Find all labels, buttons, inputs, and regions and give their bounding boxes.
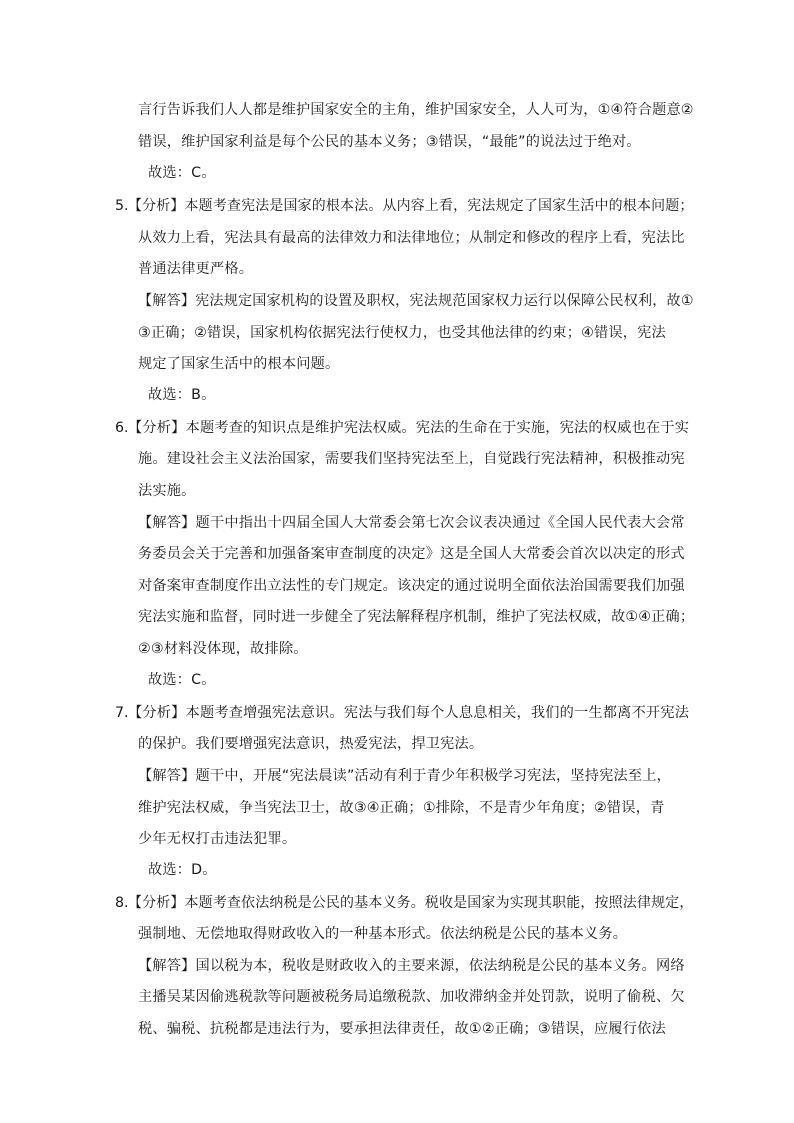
text-line: 错误，维护国家利益是每个公民的基本义务；③错误，“最能”的说法过于绝对。 — [138, 134, 641, 150]
text-line: 从效力上看，宪法具有最高的法律效力和法律地位；从制定和修改的程序上看，宪法比 — [138, 230, 685, 246]
question-number: 8. — [115, 895, 129, 911]
text-line: 【分析】本题考查宪法是国家的根本法。从内容上看，宪法规定了国家生活中的根本问题； — [128, 198, 694, 214]
text-line: 主播吴某因偷逃税款等问题被税务局追缴税款、加收滞纳金并处罚款，说明了偷税、欠 — [138, 989, 685, 1005]
text-line: 故选：D。 — [148, 862, 217, 878]
text-line: 故选：C。 — [148, 672, 216, 688]
question-number: 7. — [115, 705, 129, 721]
question-number: 5. — [115, 198, 129, 214]
text-line: 的保护。我们要增强宪法意识，热爱宪法，捍卫宪法。 — [138, 736, 484, 752]
text-line: 税、骗税、抗税都是违法行为，要承担法律责任，故①②正确；③错误，应履行依法 — [138, 1021, 666, 1037]
text-line: 施。建设社会主义法治国家，需要我们坚持宪法至上，自觉践行宪法精神，积极推动宪 — [138, 451, 685, 467]
text-line: 【分析】本题考查增强宪法意识。宪法与我们每个人息息相关，我们的一生都离不开宪法 — [128, 705, 690, 721]
text-line: 【解答】题干中指出十四届全国人大常委会第七次会议表决通过《全国人民代表大会常 — [138, 515, 685, 531]
text-line: 【解答】宪法规定国家机构的设置及职权，宪法规范国家权力运行以保障公民权利，故① — [138, 293, 694, 309]
text-line: 法实施。 — [138, 483, 196, 499]
text-line: 普通法律更严格。 — [138, 261, 254, 277]
text-line: 【分析】本题考查依法纳税是公民的基本义务。税收是国家为实现其职能，按照法律规定， — [128, 895, 694, 911]
text-line: 强制地、无偿地取得财政收入的一种基本形式。依法纳税是公民的基本义务。 — [138, 926, 628, 942]
text-line: 【解答】国以税为本，税收是财政收入的主要来源，依法纳税是公民的基本义务。网络 — [138, 958, 685, 974]
text-line: 言行告诉我们人人都是维护国家安全的主角，维护国家安全，人人可为，①④符合题意② — [138, 102, 694, 118]
text-line: 务委员会关于完善和加强备案审查制度的决定》这是全国人大常委会首次以决定的形式 — [138, 546, 685, 562]
question-number: 6. — [115, 420, 129, 436]
text-line: 对备案审查制度作出立法性的专门规定。该决定的通过说明全面依法治国需要我们加强 — [138, 578, 685, 594]
text-line: 少年无权打击违法犯罪。 — [138, 831, 297, 847]
text-line: 维护宪法权威，争当宪法卫士，故③④正确；①排除，不是青少年角度；②错误，青 — [138, 800, 665, 816]
text-line: 故选：B。 — [148, 387, 216, 403]
text-line: 规定了国家生活中的根本问题。 — [138, 356, 340, 372]
text-line: 故选：C。 — [148, 165, 216, 181]
text-line: ②③材料没体现，故排除。 — [138, 641, 308, 657]
text-line: 【解答】题干中，开展“宪法晨读”活动有利于青少年积极学习宪法，坚持宪法至上， — [138, 768, 672, 784]
text-line: 【分析】本题考查的知识点是维护宪法权威。宪法的生命在于实施，宪法的权威也在于实 — [128, 420, 690, 436]
text-line: 宪法实施和监督，同时进一步健全了宪法解释程序机制，维护了宪法权威，故①④正确； — [138, 609, 695, 625]
text-line: ③正确；②错误，国家机构依据宪法行使权力，也受其他法律的约束；④错误，宪法 — [138, 325, 666, 341]
